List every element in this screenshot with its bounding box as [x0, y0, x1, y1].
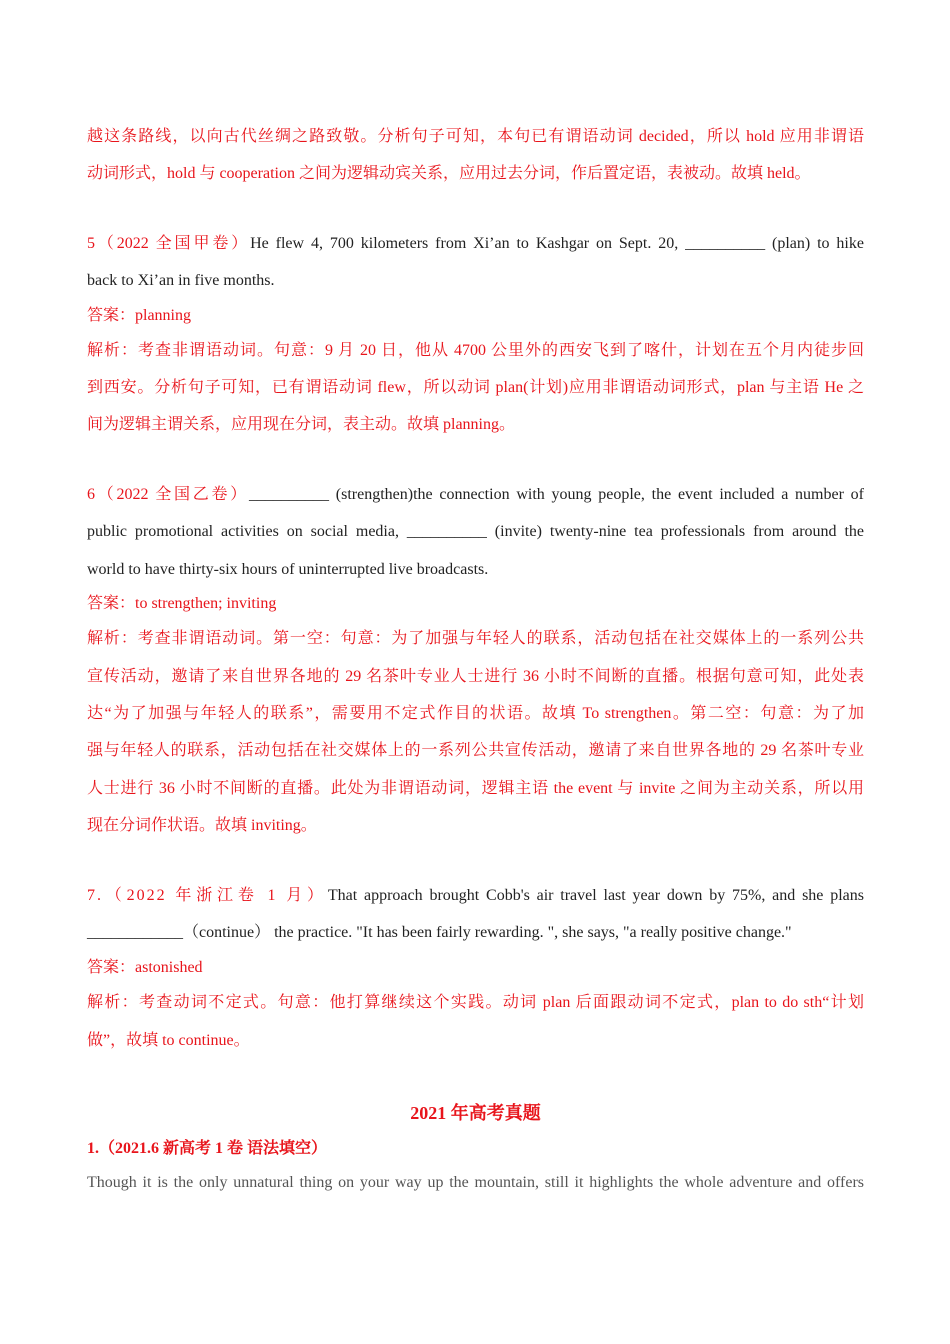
- q5-label: 5（2022 全国甲卷）: [87, 235, 251, 252]
- q5-explanation-line-2: 到西安。分析句子可知，已有谓语动词 flew，所以动词 plan(计划)应用非谓语动词形式，plan 与主语 He 之: [87, 379, 864, 396]
- q6-question-line-2: public promotional activities on social media, __________ (invite) twenty-nine tea professionals from around the: [87, 523, 864, 540]
- section-q1-line-1: Though it is the only unnatural thing on your way up the mountain, still it highlights the whole adventure and offers: [87, 1174, 864, 1191]
- q5-explanation-line-1: 解析：考查非谓语动词。句意：9 月 20 日，他从 4700 公里外的西安飞到了喀什，计划在五个月内徒步回: [87, 342, 864, 359]
- q6-text-1: __________ (strengthen)the connection with young people, the event included a number of: [249, 486, 864, 503]
- continuation-line-2: 动词形式，hold 与 cooperation 之间为逻辑动宾关系，应用过去分词，作后置定语，表被动。故填 held。: [87, 165, 811, 182]
- q6-question-line-1: [87, 485, 864, 505]
- q7-text-1: That approach brought Cobb's air travel last year down by 75%, and she plans: [327, 887, 864, 904]
- section-title: 2021 年高考真题: [410, 1103, 541, 1123]
- q7-explanation-line-1: 解析：考查动词不定式。句意：他打算继续这个实践。动词 plan 后面跟动词不定式，plan to do sth“计划: [87, 994, 864, 1011]
- q6-question-line-3: world to have thirty-six hours of uninterrupted live broadcasts.: [87, 561, 489, 578]
- q7-question-line-1: [87, 886, 864, 906]
- q5-text-1: He flew 4, 700 kilometers from Xi’an to Kashgar on Sept. 20, __________ (plan) to hike: [250, 235, 864, 252]
- q5-question-line-1: [87, 234, 864, 254]
- q7-explanation-line-2: 做”，故填 to continue。: [87, 1032, 250, 1049]
- q7-answer: 答案：astonished: [87, 959, 203, 976]
- q5-question-line-2: back to Xi’an in five months.: [87, 272, 275, 289]
- q6-explanation-line-4: 强与年轻人的联系，活动包括在社交媒体上的一系列公共宣传活动，邀请了来自世界各地的 29 名茶叶专业: [87, 742, 864, 759]
- q7-label: 7.（2022 年浙江卷 1 月）: [87, 887, 328, 904]
- q6-explanation-line-5: 人士进行 36 小时不间断的直播。此处为非谓语动词，逻辑主语 the event 与 invite 之间为主动关系，所以用: [87, 780, 864, 797]
- q6-explanation-line-2: 宣传活动，邀请了来自世界各地的 29 名茶叶专业人士进行 36 小时不间断的直播。根据句意可知，此处表: [87, 668, 864, 685]
- q5-answer: 答案：planning: [87, 307, 191, 324]
- q6-answer: 答案：to strengthen; inviting: [87, 595, 277, 612]
- continuation-line-1: 越这条路线，以向古代丝绸之路致敬。分析句子可知，本句已有谓语动词 decided，所以 hold 应用非谓语: [87, 128, 864, 145]
- q6-explanation-line-3: 达“为了加强与年轻人的联系”，需要用不定式作目的状语。故填 To strengthen。第二空：句意：为了加: [87, 705, 864, 722]
- q6-explanation-line-6: 现在分词作状语。故填 inviting。: [87, 817, 317, 834]
- q6-explanation-line-1: 解析：考查非谓语动词。第一空：句意：为了加强与年轻人的联系，活动包括在社交媒体上的一系列公共: [87, 630, 864, 647]
- q6-label: 6（2022 全国乙卷）: [87, 486, 250, 503]
- section-q1-label: 1.（2021.6 新高考 1 卷 语法填空）: [87, 1140, 328, 1157]
- q5-explanation-line-3: 间为逻辑主谓关系，应用现在分词，表主动。故填 planning。: [87, 416, 515, 433]
- q7-question-line-2: ____________（continue） the practice. "It has been fairly rewarding. ", she says, "a really positive change.": [87, 924, 792, 941]
